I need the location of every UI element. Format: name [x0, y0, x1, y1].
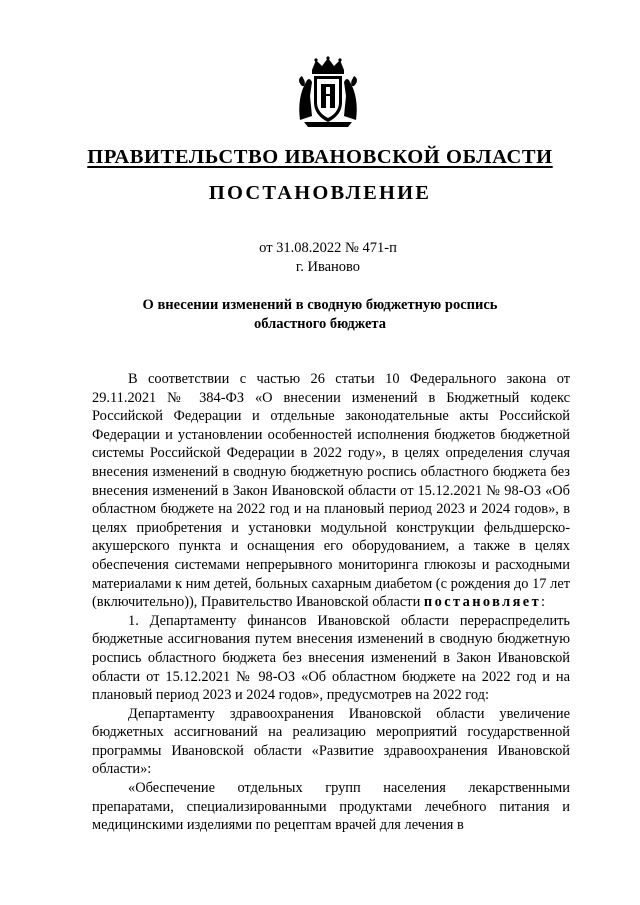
paragraph-health-department: Департаменту здравоохранения Ивановской области увеличение бюджетных ассигнований на реализацию мероприятий государственной программы Ивановской области «Развитие здравоохранения Ивановской области»:: [92, 705, 570, 778]
resolution-verb: постановляет: [423, 594, 542, 611]
subject-line-1: О внесении изменений в сводную бюджетную роспись: [142, 297, 498, 313]
subject-line-2: областного бюджета: [254, 316, 386, 332]
document-type-title: ПОСТАНОВЛЕНИЕ: [208, 182, 432, 204]
document-body: [92, 370, 570, 835]
paragraph-item-1: 1. Департаменту финансов Ивановской области перераспределить бюджетные ассигнования путем внесения изменений в сводную бюджетную роспись областного бюджета без внесения изменений в Закон Ивановской области от 15.12.2021 № 98-ОЗ «Об областном бюджете на 2022 год и на плановый период 2023 и 2024 годов», предусмотрев на 2022 год:: [92, 612, 570, 704]
paragraph-measure-quote: «Обеспечение отдельных групп населения лекарственными препаратами, специализированными продуктами лечебного питания и медицинскими изделиями по рецептам врачей для лечения в: [92, 780, 570, 834]
organization-title: ПРАВИТЕЛЬСТВО ИВАНОВСКОЙ ОБЛАСТИ: [87, 146, 553, 168]
paragraph-preamble: [92, 370, 570, 612]
document-subject: [0, 296, 640, 334]
preamble-text: В соответствии с частью 26 статьи 10 Федерального закона от 29.11.2021 № 384-ФЗ «О внесении изменений в Бюджетный кодекс Российской Федерации и отдельные законодательные акты Российской Федерации и установлении особенностей исполнения бюджетов бюджетной системы Российской Федерации в 2022 году», в целях определения случая внесения изменений в сводную бюджетную роспись областного бюджета без внесения изменений в Закон Ивановской области от 15.12.2021 № 98-ОЗ «Об областном бюджете на 2022 год и на плановый период 2023 и 2024 годов», в целях приобретения и установки модульной конструкции фельдшерско-акушерского пункта и оснащения его оборудованием, а также в целях обеспечения системами непрерывного мониторинга глюкозы и расходными материалами к ним детей, больных сахарным диабетом (с рождения до 17 лет (включительно)), Правительство Ивановской области: [92, 371, 570, 611]
ivanovo-coat-of-arms-icon: [296, 56, 360, 128]
preamble-colon: :: [541, 594, 546, 611]
date-number: от 31.08.2022 № 471-п: [259, 240, 397, 256]
city: г. Иваново: [295, 259, 361, 275]
